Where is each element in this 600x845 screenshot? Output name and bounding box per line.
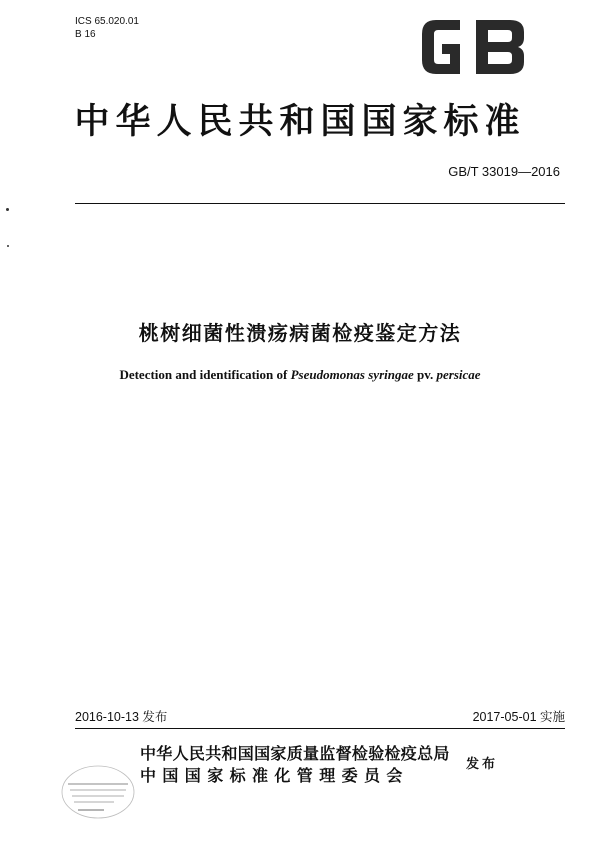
title-en-mid: pv. [413,367,437,382]
implementation-date: 2017-05-01 实施 [472,710,565,724]
title-en-pathovar: persicae [436,367,481,382]
ics-code: ICS 65.020.01 [75,16,139,27]
title-en-prefix: Detection and identification of [119,367,291,382]
issue-date: 2016-10-13 发布 [75,710,168,724]
bottom-divider [75,728,565,729]
stamp-seal [58,762,138,824]
title-en-genus: Pseudomonas syringae [290,367,414,382]
issuer-aqsiq: 中华人民共和国国家质量监督检验检疫总局 [140,744,450,763]
issuer-sac: 中国国家标准化管理委员会 [140,766,409,785]
standard-number: GB/T 33019—2016 [448,164,560,179]
top-divider [75,203,565,204]
scan-mark [6,208,9,211]
document-title-zh: 桃树细菌性溃疡病菌检疫鉴定方法 [138,321,462,345]
ccs-code: B 16 [75,29,96,40]
scan-mark [7,245,9,247]
document-title-en [0,367,600,383]
gb-logo [414,14,532,80]
gb-logo-text: GB [472,54,474,55]
publish-label: 发布 [466,757,499,772]
standard-title: 中华人民共和国国家标准 [74,101,526,142]
